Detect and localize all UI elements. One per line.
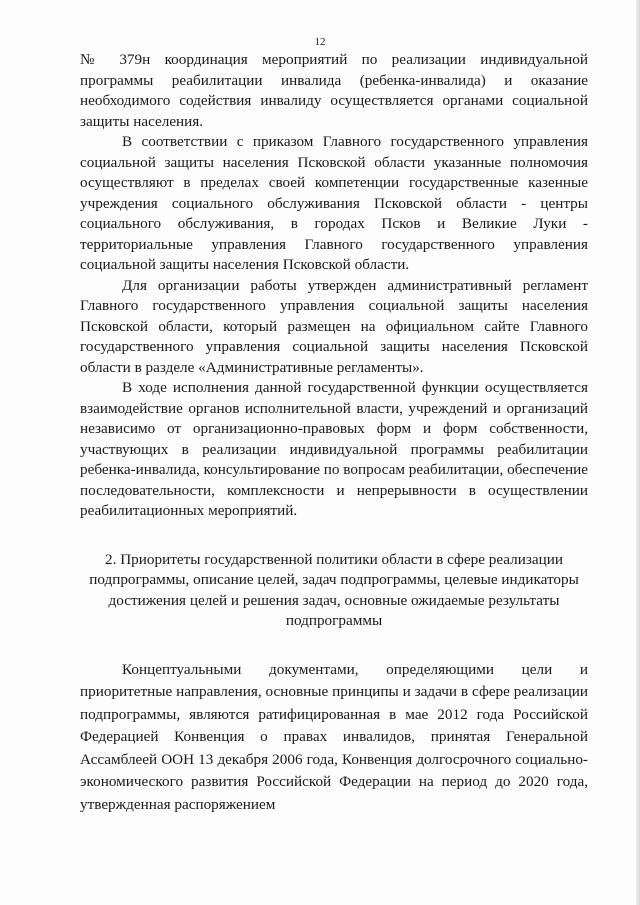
section-heading: 2. Приоритеты государственной политики области в сфере реализации подпрограммы, описание целей, задач подпрограммы, целевые индикаторы достижения целей и решения задач, основные ожидаемые результаты подпрограммы — [89, 550, 579, 629]
paragraph-order-authority: В соответствии с приказом Главного государственного управления социальной защиты населения Псковской области указанные полномочия осуществляют в пределах своей компетенции государственные казенные учреждения социального обслуживания Псковской области - центры социального обслуживания, в городах Псков и Великие Луки - территориальные управления Главного государственного управления социальной защиты населения Псковской области. — [80, 133, 588, 273]
paragraph-continuation: № 379н координация мероприятий по реализации индивидуальной программы реабилитации инвалида (ребенка-инвалида) и оказание необходимого содействия инвалиду осуществляется органами социальной защиты населения. — [80, 51, 588, 130]
page-number: 12 — [314, 36, 326, 48]
paragraph-admin-regulation: Для организации работы утвержден административный регламент Главного государственного управления социальной защиты населения Псковской области, который размещен на официальном сайте Главного государственного управления социальной защиты населения Псковской области в разделе «Административные регламенты». — [80, 276, 588, 376]
paragraph-interaction: В ходе исполнения данной государственной функции осуществляется взаимодействие органов исполнительной власти, учреждений и организаций независимо от организационно-правовых форм и форм собственности, участвующих в реализации индивидуальной программы реабилитации ребенка-инвалида, консультирование по вопросам реабилитации, обеспечение последовательности, комплексности и непрерывности в осуществлении реабилитационных мероприятий. — [80, 379, 588, 519]
paragraph-conceptual-documents: Концептуальными документами, определяющими цели и приоритетные направления, основные принципы и задачи в сфере реализации подпрограммы, являются ратифицированная в мае 2012 года Российской Федерацией Конвенция о правах инвалидов, принятая Генеральной Ассамблеей ООН 13 декабря 2006 года, Конвенция долгосрочного социально-экономического развития Российской Федерации на период до 2020 года, утвержденная распоряжением — [80, 660, 588, 813]
document-body — [80, 50, 588, 816]
page-edge-shadow — [636, 0, 640, 905]
